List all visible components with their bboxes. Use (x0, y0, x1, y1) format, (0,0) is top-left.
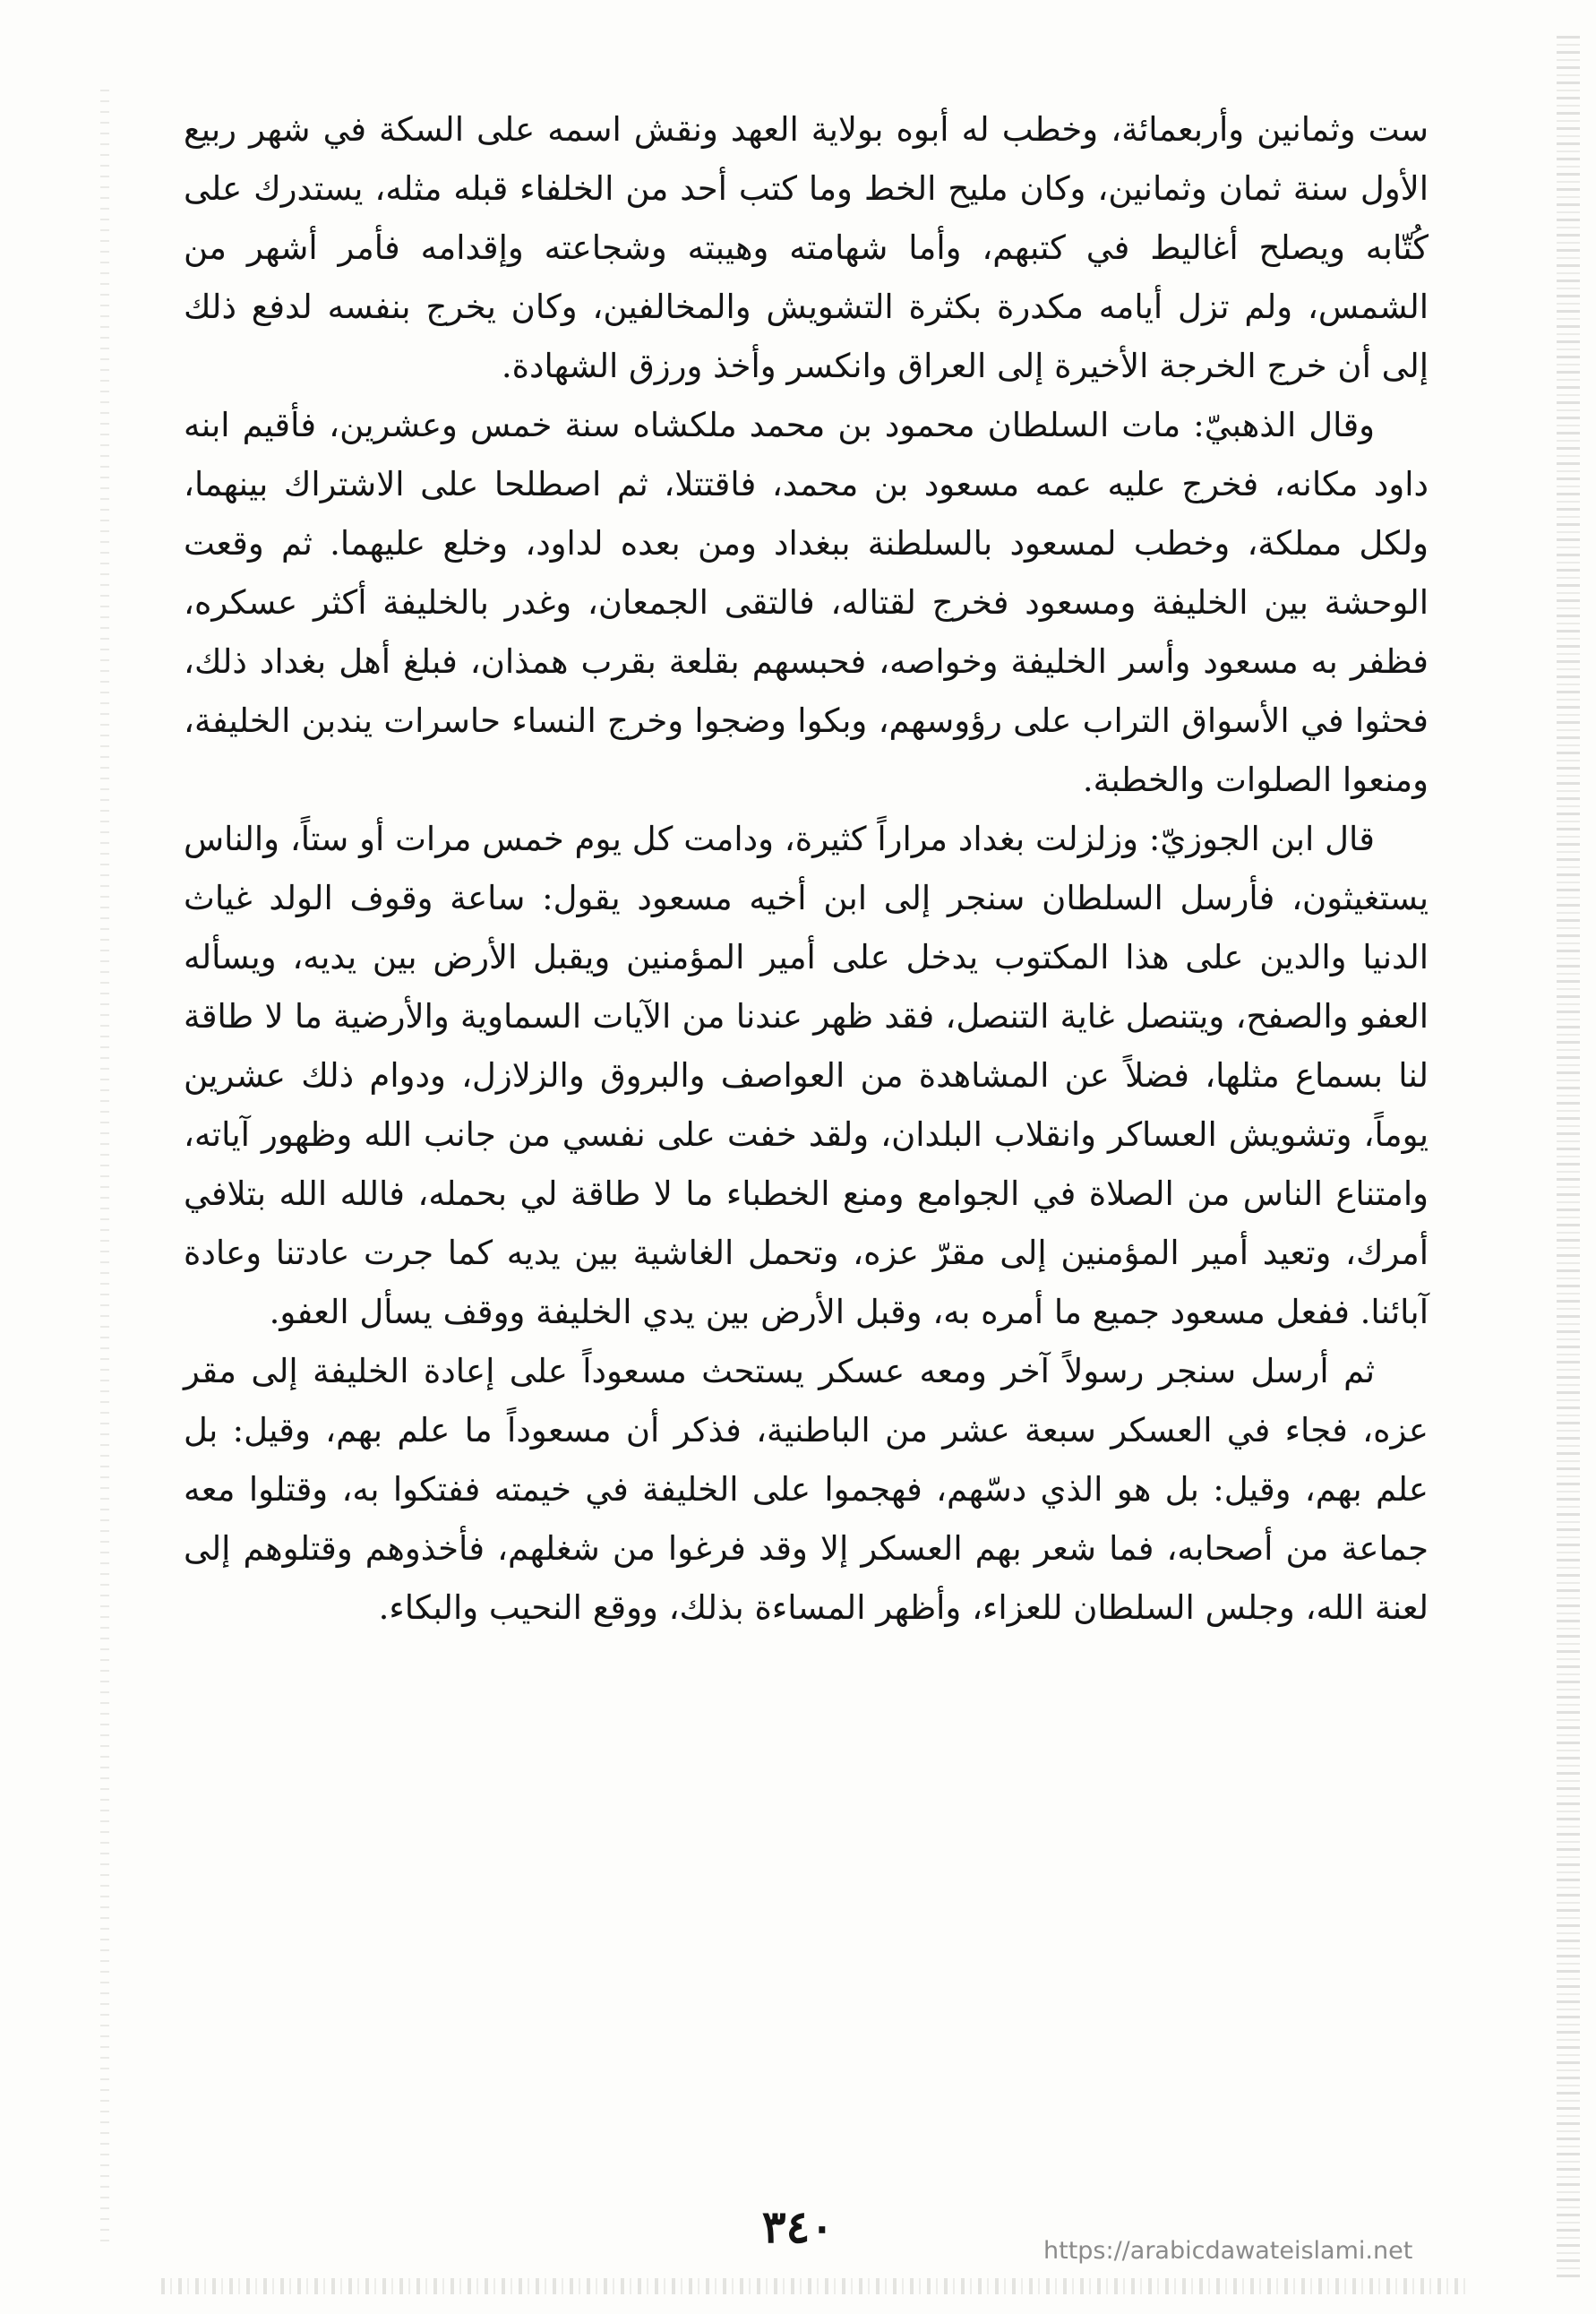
paragraph-3: قال ابن الجوزيّ: وزلزلت بغداد مراراً كثيرة، ودامت كل يوم خمس مرات أو ستاً، والناس يستغيثون، فأرسل السلطان سنجر إلى ابن أخيه مسعود يقول: ساعة وقوف الولد غياث الدنيا والدين على هذا المكتوب يدخل على أمير المؤمنين ويقبل الأرض بين يديه، ويسأله العفو والصفح، ويتنصل غاية التنصل، فقد ظهر عندنا من الآيات السماوية والأرضية ما لا طاقة لنا بسماع مثلها، فضلاً عن المشاهدة من العواصف والبروق والزلازل، ودوام ذلك عشرين يوماً، وتشويش العساكر وانقلاب البلدان، ولقد خفت على نفسي من جانب الله وظهور آياته، وامتناع الناس من الصلاة في الجوامع ومنع الخطباء ما لا طاقة لي بحمله، فالله الله بتلافي أمرك، وتعيد أمير المؤمنين إلى مقرّ عزه، وتحمل الغاشية بين يديه كما جرت عادتنا وعادة آبائنا. ففعل مسعود جميع ما أمره به، وقبل الأرض بين يدي الخليفة ووقف يسأل العفو. (184, 820, 1429, 1331)
paragraph-1: ست وثمانين وأربعمائة، وخطب له أبوه بولاية العهد ونقش اسمه على السكة في شهر ربيع الأول سنة ثمان وثمانين، وكان مليح الخط وما كتب أحد من الخلفاء قبله مثله، يستدرك على كُتّابه ويصلح أغاليط في كتبهم، وأما شهامته وهيبته وشجاعته وإقدامه فأمر أشهر من الشمس، ولم تزل أيامه مكدرة بكثرة التشويش والمخالفين، وكان يخرج بنفسه لدفع ذلك إلى أن خرج الخرجة الأخيرة إلى العراق وانكسر وأخذ ورزق الشهادة. (184, 110, 1429, 385)
body-text (184, 100, 1429, 1638)
paragraph-2: وقال الذهبيّ: مات السلطان محمود بن محمد ملكشاه سنة خمس وعشرين، فأقيم ابنه داود مكانه، فخرج عليه عمه مسعود بن محمد، فاقتتلا، ثم اصطلحا على الاشتراك بينهما، ولكل مملكة، وخطب لمسعود بالسلطنة ببغداد ومن بعده لداود، وخلع عليهما. ثم وقعت الوحشة بين الخليفة ومسعود فخرج لقتاله، فالتقى الجمعان، وغدر بالخليفة أكثر عسكره، فظفر به مسعود وأسر الخليفة وخواصه، فحبسهم بقلعة بقرب همذان، فبلغ أهل بغداد ذلك، فحثوا في الأسواق التراب على رؤوسهم، وبكوا وضجوا وخرج النساء حاسرات يندبن الخليفة، ومنعوا الصلوات والخطبة. (184, 406, 1429, 799)
scan-edge-right (1557, 36, 1580, 2278)
scan-edge-left (100, 90, 109, 2242)
scan-edge-bottom (161, 2278, 1471, 2294)
paragraph-4: ثم أرسل سنجر رسولاً آخر ومعه عسكر يستحث مسعوداً على إعادة الخليفة إلى مقر عزه، فجاء في العسكر سبعة عشر من الباطنية، فذكر أن مسعوداً ما علم بهم، وقيل: بل علم بهم، وقيل: بل هو الذي دسّهم، فهجموا على الخليفة في خيمته ففتكوا به، وقتلوا معه جماعة من أصحابه، فما شعر بهم العسكر إلا وقد فرغوا من شغلهم، فأخذوهم وقتلوهم إلى لعنة الله، وجلس السلطان للعزاء، وأظهر المساءة بذلك، ووقع النحيب والبكاء. (184, 1352, 1429, 1627)
page-number: ٣٤٠ (761, 2200, 835, 2253)
watermark-url: https://arabicdawateislami.net (1043, 2237, 1413, 2265)
